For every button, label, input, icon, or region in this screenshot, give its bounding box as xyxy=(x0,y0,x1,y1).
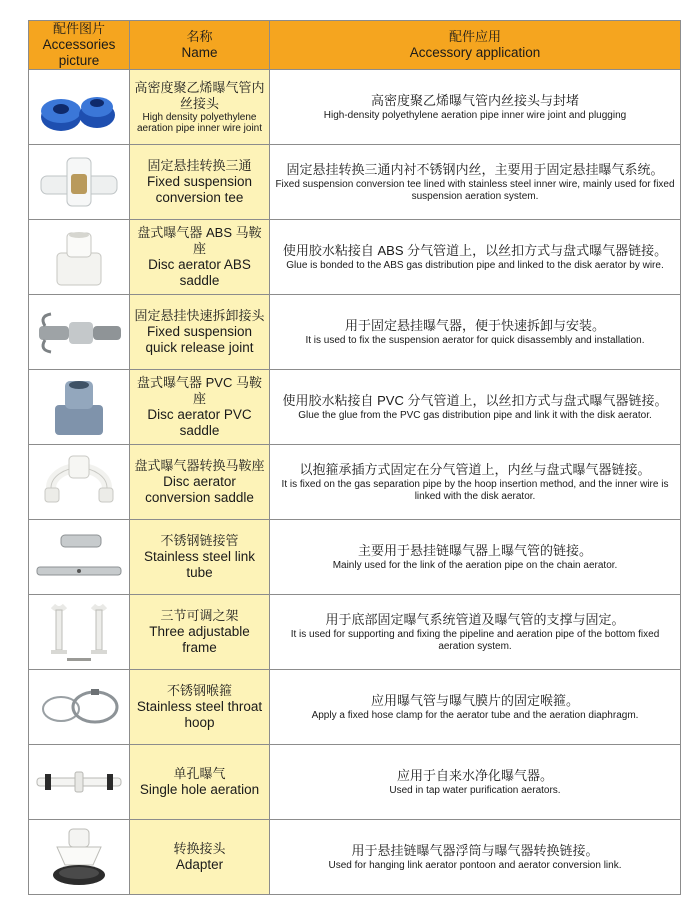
header-name xyxy=(130,21,270,70)
application-zh: 用于悬挂链曝气器浮筒与曝气器转换链接。 xyxy=(351,843,599,858)
header-picture xyxy=(29,21,130,70)
single-hole-aeration-image xyxy=(31,748,127,816)
table-row xyxy=(29,295,681,370)
application-en: Glue is bonded to the ABS gas distribution pipe and linked to the disk aerator by wire. xyxy=(286,260,664,271)
abs-saddle-image xyxy=(31,223,127,291)
header-name-zh: 名称 xyxy=(186,29,213,44)
application-zh: 使用胶水粘接自 PVC 分气管道上，以丝扣方式与盘式曝气器链接。 xyxy=(282,393,668,408)
quick-release-joint-image xyxy=(31,298,127,366)
accessory-picture-cell xyxy=(29,820,130,895)
accessory-picture-cell xyxy=(29,145,130,220)
accessory-name-cell xyxy=(130,220,270,295)
accessory-application-cell xyxy=(270,295,681,370)
conversion-tee-image xyxy=(31,148,127,216)
accessory-name-en: Three adjustable frame xyxy=(149,624,250,655)
accessories-table-container xyxy=(28,20,680,895)
application-en: It is fixed on the gas separation pipe by the hoop insertion method, and the inner wire is linked with the disk aerator. xyxy=(281,479,669,502)
table-row xyxy=(29,595,681,670)
accessory-picture-cell xyxy=(29,445,130,520)
table-row xyxy=(29,145,681,220)
application-zh: 固定悬挂转换三通内衬不锈钢内丝，主要用于固定悬挂曝气系统。 xyxy=(286,162,664,177)
adapter-image xyxy=(31,823,127,891)
table-header-row xyxy=(29,21,681,70)
accessory-name-zh: 不锈钢链接管 xyxy=(160,533,239,548)
accessory-application-cell xyxy=(270,520,681,595)
application-zh: 主要用于悬挂链曝气器上曝气管的链接。 xyxy=(357,543,592,558)
stainless-link-tube-image xyxy=(31,523,127,591)
application-en: High-density polyethylene aeration pipe inner wire joint and plugging xyxy=(323,110,627,121)
application-zh: 用于固定悬挂曝气器，便于快速拆卸与安装。 xyxy=(344,318,605,333)
application-en: Glue the glue from the PVC gas distribution pipe and link it with the disk aerator. xyxy=(298,410,652,421)
accessory-picture-cell xyxy=(29,520,130,595)
accessory-name-cell xyxy=(130,445,270,520)
accessory-name-cell xyxy=(130,595,270,670)
table-row xyxy=(29,445,681,520)
application-en: Mainly used for the link of the aeration pipe on the chain aerator. xyxy=(332,560,618,571)
accessory-picture-cell xyxy=(29,295,130,370)
accessory-name-cell xyxy=(130,295,270,370)
accessory-name-zh: 单孔曝气 xyxy=(173,766,226,781)
accessory-name-cell xyxy=(130,520,270,595)
accessory-application-cell xyxy=(270,595,681,670)
accessory-picture-cell xyxy=(29,70,130,145)
accessory-name-zh: 三节可调之架 xyxy=(160,608,239,623)
throat-hoop-image xyxy=(31,673,127,741)
accessory-name-en: Disc aerator conversion saddle xyxy=(145,474,254,505)
accessory-application-cell xyxy=(270,745,681,820)
application-en: It is used to fix the suspension aerator for quick disassembly and installation. xyxy=(305,335,645,346)
accessory-name-en: High density polyethylene aeration pipe inner wire joint xyxy=(136,112,263,134)
accessory-name-zh: 高密度聚乙烯曝气管内丝接头 xyxy=(134,80,265,111)
table-row xyxy=(29,370,681,445)
accessory-name-en: Fixed suspension quick release joint xyxy=(145,324,254,355)
accessory-picture-cell xyxy=(29,670,130,745)
accessory-name-en: Fixed suspension conversion tee xyxy=(146,174,253,205)
accessory-name-en: Single hole aeration xyxy=(139,782,260,797)
accessory-application-cell xyxy=(270,820,681,895)
application-en: Apply a fixed hose clamp for the aerator tube and the aeration diaphragm. xyxy=(311,710,639,721)
accessory-name-zh: 盘式曝气器转换马鞍座 xyxy=(134,458,265,473)
application-zh: 应用于自来水净化曝气器。 xyxy=(396,768,553,783)
application-en: It is used for supporting and fixing the pipeline and aeration pipe of the bottom fixed aeration system. xyxy=(290,629,660,652)
application-en: Used for hanging link aerator pontoon and aerator conversion link. xyxy=(328,860,622,871)
table-row xyxy=(29,670,681,745)
application-zh: 高密度聚乙烯曝气管内丝接头与封堵 xyxy=(370,93,579,108)
accessory-application-cell xyxy=(270,445,681,520)
accessory-application-cell xyxy=(270,370,681,445)
accessory-name-zh: 转换接头 xyxy=(173,841,226,856)
accessory-name-zh: 固定悬挂转换三通 xyxy=(147,158,252,173)
accessory-picture-cell xyxy=(29,595,130,670)
accessory-name-en: Stainless steel link tube xyxy=(143,549,256,580)
aeration-pipe-joint-image xyxy=(31,73,127,141)
accessory-application-cell xyxy=(270,220,681,295)
accessory-name-en: Disc aerator PVC saddle xyxy=(147,407,252,438)
table-row xyxy=(29,820,681,895)
accessory-name-cell xyxy=(130,745,270,820)
header-app-en: Accessory application xyxy=(409,45,541,60)
table-row xyxy=(29,220,681,295)
accessory-name-cell xyxy=(130,370,270,445)
accessory-name-en: Disc aerator ABS saddle xyxy=(148,257,251,288)
application-zh: 应用曝气管与曝气膜片的固定喉箍。 xyxy=(370,693,579,708)
conversion-saddle-image xyxy=(31,448,127,516)
accessory-name-zh: 不锈钢喉箍 xyxy=(166,683,232,698)
pvc-saddle-image xyxy=(31,373,127,441)
accessory-application-cell xyxy=(270,70,681,145)
accessory-picture-cell xyxy=(29,220,130,295)
header-picture-en: Accessories picture xyxy=(42,37,116,68)
application-en: Used in tap water purification aerators. xyxy=(389,785,561,796)
adjustable-frame-image xyxy=(31,598,127,666)
application-zh: 以抱箍承插方式固定在分气管道上，内丝与盘式曝气器链接。 xyxy=(299,462,651,477)
table-row xyxy=(29,745,681,820)
header-name-en: Name xyxy=(181,45,218,60)
accessory-name-en: Adapter xyxy=(175,857,224,872)
accessory-name-en: Stainless steel throat hoop xyxy=(136,699,263,730)
accessory-application-cell xyxy=(270,145,681,220)
accessory-name-zh: 盘式曝气器 ABS 马鞍座 xyxy=(137,225,262,256)
header-picture-zh: 配件图片 xyxy=(52,21,105,36)
header-application xyxy=(270,21,681,70)
accessory-application-cell xyxy=(270,670,681,745)
application-zh: 使用胶水粘接自 ABS 分气管道上，以丝扣方式与盘式曝气器链接。 xyxy=(282,243,668,258)
accessory-picture-cell xyxy=(29,745,130,820)
accessory-name-cell xyxy=(130,145,270,220)
application-zh: 用于底部固定曝气系统管道及曝气管的支撑与固定。 xyxy=(325,612,625,627)
table-row xyxy=(29,70,681,145)
application-en: Fixed suspension conversion tee lined with stainless steel inner wire, mainly used for fixed suspension aeration system. xyxy=(275,179,675,202)
accessory-name-zh: 盘式曝气器 PVC 马鞍座 xyxy=(137,375,262,406)
accessory-name-cell xyxy=(130,820,270,895)
table-row xyxy=(29,520,681,595)
accessory-name-zh: 固定悬挂快速拆卸接头 xyxy=(134,308,265,323)
accessory-name-cell xyxy=(130,670,270,745)
accessories-table xyxy=(28,20,681,895)
accessory-picture-cell xyxy=(29,370,130,445)
accessory-name-cell xyxy=(130,70,270,145)
header-app-zh: 配件应用 xyxy=(448,29,501,44)
